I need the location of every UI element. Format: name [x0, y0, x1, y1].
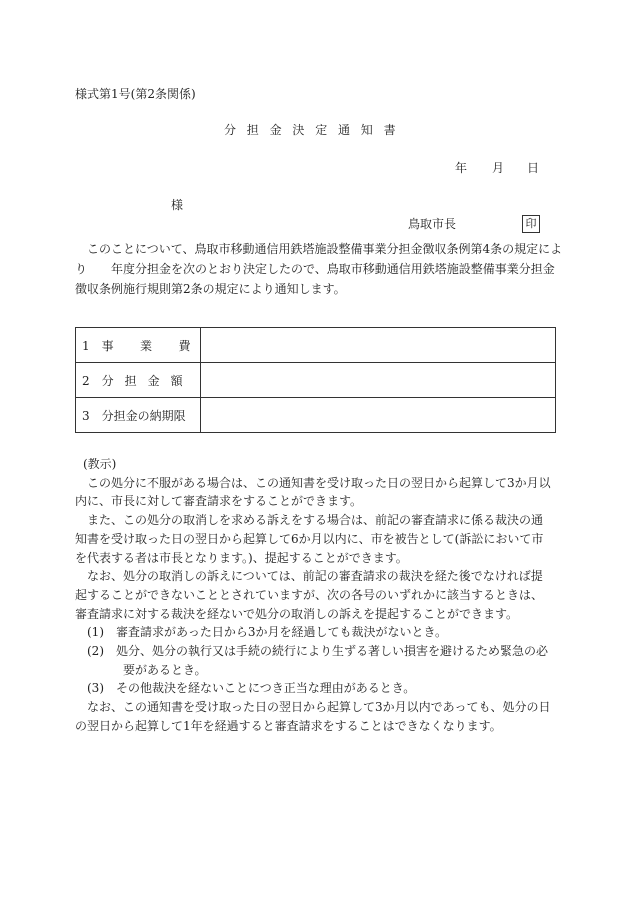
table-row	[76, 363, 556, 398]
table-label-cell	[76, 398, 201, 433]
issuer-name: 鳥取市長	[408, 217, 457, 231]
table-row	[76, 328, 556, 363]
seal-mark: 印	[522, 215, 540, 233]
table-value-cell[interactable]	[201, 363, 556, 398]
table-row	[76, 398, 556, 433]
row-number: 2	[82, 373, 90, 388]
notice-heading: (教示)	[83, 457, 117, 471]
notice-line: (1) 審査請求があった日から3か月を経過しても裁決がないとき。	[87, 625, 448, 640]
notice-line: 起することができないこととされていますが、次の各号のいずれかに該当するときは、	[75, 587, 544, 602]
intro-line: り 年度分担金を次のとおり決定したので、鳥取市移動通信用鉄塔施設整備事業分担金	[75, 262, 555, 276]
row-label: 分担金の納期限	[101, 408, 186, 423]
document-title: 分担金決定通知書	[224, 123, 407, 137]
notice-line: 要があるとき。	[123, 662, 207, 677]
notice-line: の翌日から起算して1年を経過すると審査請求をすることはできなくなります。	[75, 718, 502, 733]
row-number: 3	[82, 408, 90, 423]
notice-line: を代表する者は市長となります。)、提起することができます。	[75, 550, 408, 565]
table-value-cell[interactable]	[201, 328, 556, 363]
row-label: 事 業 費	[101, 338, 198, 353]
notice-line: 内に、市長に対して審査請求をすることができます。	[75, 494, 363, 509]
notice-line: 審査請求に対する裁決を経ないで処分の取消しの訴えを提起することができます。	[75, 606, 519, 621]
intro-line: このことについて、鳥取市移動通信用鉄塔施設整備事業分担金徴収条例第4条の規定によ	[87, 242, 563, 256]
table-value-cell[interactable]	[201, 398, 556, 433]
date-month: 月	[492, 161, 505, 175]
notice-line: この処分に不服がある場合は、この通知書を受け取った日の翌日から起算して3か月以	[87, 475, 551, 490]
instruction-section	[75, 455, 555, 736]
notice-line: なお、処分の取消しの訴えについては、前記の審査請求の裁決を経た後でなければ提	[87, 569, 543, 584]
notice-line: また、この処分の取消しを求める訴えをする場合は、前記の審査請求に係る裁決の通	[87, 513, 544, 528]
notice-line: (3) その他裁決を経ないことにつき正当な理由があるとき。	[87, 681, 416, 696]
table-label-cell	[76, 328, 201, 363]
addressee-suffix: 様	[171, 198, 184, 212]
row-number: 1	[82, 338, 90, 353]
intro-paragraph	[75, 239, 563, 299]
table-label-cell	[76, 363, 201, 398]
intro-line: 徴収条例施行規則第2条の規定により通知します。	[75, 282, 346, 296]
date-year: 年	[455, 161, 468, 175]
form-number: 様式第1号(第2条関係)	[75, 87, 196, 101]
row-label: 分 担 金 額	[101, 373, 187, 388]
notice-line: 知書を受け取った日の翌日から起算して6か月以内に、市を被告として(訴訟において市	[75, 531, 544, 546]
notice-line: なお、この通知書を受け取った日の翌日から起算して3か月以内であっても、処分の日	[87, 700, 551, 715]
amount-table	[75, 327, 556, 433]
notice-line: (2) 処分、処分の執行又は手続の続行により生ずる著しい損害を避けるため緊急の必	[87, 644, 549, 659]
date-day: 日	[527, 161, 540, 175]
